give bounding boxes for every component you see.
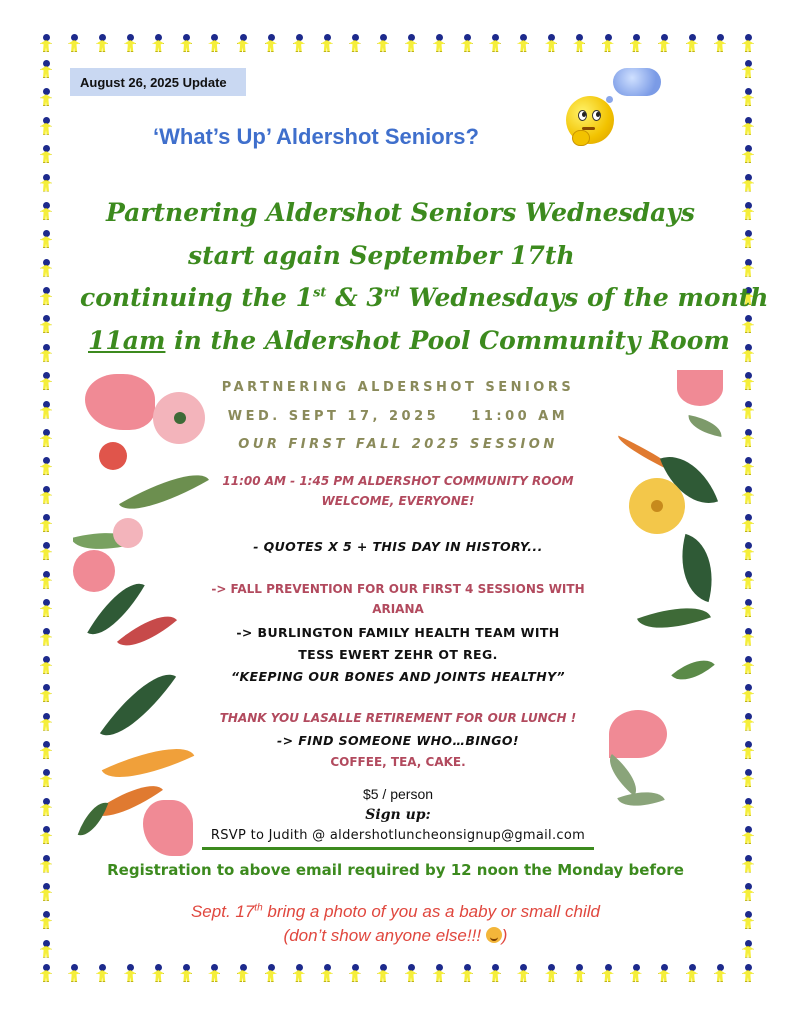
- border-figure-icon: [235, 34, 251, 54]
- border-figure-icon: [94, 34, 110, 54]
- flyer-price: $5 / person: [362, 786, 434, 802]
- border-figure-icon: [740, 964, 756, 984]
- border-figure-icon: [38, 571, 54, 591]
- border-figure-icon: [740, 599, 756, 619]
- border-figure-icon: [515, 34, 531, 54]
- border-figure-icon: [740, 514, 756, 534]
- border-figure-icon: [291, 964, 307, 984]
- border-figure-icon: [38, 457, 54, 477]
- update-date-badge: August 26, 2025 Update: [70, 68, 246, 96]
- flyer-fall-prevention-name: ARIANA: [372, 602, 424, 616]
- leaf-icon: [119, 459, 209, 525]
- headline-line-1: Partnering Aldershot Seniors Wednesdays: [106, 198, 695, 227]
- border-figure-icon: [459, 964, 475, 984]
- flyer-session: OUR FIRST FALL 2025 SESSION: [238, 437, 558, 452]
- border-figure-icon: [740, 769, 756, 789]
- border-figure-icon: [38, 741, 54, 761]
- border-figure-icon: [375, 964, 391, 984]
- border-figure-icon: [740, 656, 756, 676]
- border-figure-icon: [150, 34, 166, 54]
- flyer-health-team: -> BURLINGTON FAMILY HEALTH TEAM WITH: [236, 625, 560, 640]
- border-figure-icon: [712, 964, 728, 984]
- registration-note: Registration to above email required by 12 noon the Monday before: [107, 861, 684, 879]
- border-figure-icon: [122, 964, 138, 984]
- border-figure-icon: [684, 34, 700, 54]
- border-figure-icon: [122, 34, 138, 54]
- border-figure-icon: [543, 34, 559, 54]
- flyer-rsvp: RSVP to Judith @ aldershotluncheonsignup@gmail.com: [210, 828, 586, 843]
- border-figure-icon: [740, 486, 756, 506]
- flyer-bingo: -> FIND SOMEONE WHO…BINGO!: [277, 733, 519, 748]
- border-figure-icon: [487, 34, 503, 54]
- border-figure-icon: [150, 964, 166, 984]
- border-figure-icon: [459, 34, 475, 54]
- flyer-hours-location: 11:00 AM - 1:45 PM ALDERSHOT COMMUNITY ROOM: [222, 474, 574, 488]
- photo-note-line-1: Sept. 17th bring a photo of you as a baby or small child: [190, 902, 601, 921]
- border-figure-icon: [38, 542, 54, 562]
- border-figure-icon: [487, 964, 503, 984]
- flyer-date-time: WED. SEPT 17, 2025 11:00 AM: [227, 409, 569, 424]
- border-figure-icon: [740, 88, 756, 108]
- border-figure-icon: [319, 34, 335, 54]
- border-figure-icon: [431, 964, 447, 984]
- flyer-talk-title: “KEEPING OUR BONES AND JOINTS HEALTHY”: [231, 669, 565, 684]
- border-figure-icon: [38, 145, 54, 165]
- border-figure-icon: [319, 964, 335, 984]
- border-figure-icon: [178, 964, 194, 984]
- border-figure-icon: [740, 571, 756, 591]
- photo-note-line-2: (don’t show anyone else!!! ): [283, 926, 508, 945]
- border-figure-icon: [66, 964, 82, 984]
- thought-dot-icon: [606, 96, 613, 103]
- flyer-org-name: PARTNERING ALDERSHOT SENIORS: [221, 380, 575, 395]
- border-figure-icon: [38, 964, 54, 984]
- border-figure-icon: [347, 964, 363, 984]
- border-figure-icon: [38, 514, 54, 534]
- border-figure-icon: [740, 684, 756, 704]
- border-figure-icon: [740, 34, 756, 54]
- border-figure-icon: [206, 964, 222, 984]
- emoji-hand-icon: [572, 130, 590, 146]
- border-figure-icon: [291, 34, 307, 54]
- border-figure-icon: [38, 826, 54, 846]
- border-figure-icon: [38, 684, 54, 704]
- rsvp-underline: [202, 847, 594, 850]
- border-figure-icon: [684, 964, 700, 984]
- border-figure-icon: [66, 34, 82, 54]
- border-figure-icon: [403, 34, 419, 54]
- border-bottom: [38, 964, 756, 984]
- border-left: [38, 60, 54, 960]
- border-figure-icon: [94, 964, 110, 984]
- border-figure-icon: [740, 741, 756, 761]
- border-figure-icon: [740, 60, 756, 80]
- thought-cloud-icon: [613, 68, 661, 96]
- border-figure-icon: [628, 964, 644, 984]
- border-figure-icon: [712, 34, 728, 54]
- flyer-quotes: - QUOTES X 5 + THIS DAY IN HISTORY...: [253, 539, 543, 554]
- flyer-signup-label: Sign up:: [365, 807, 431, 823]
- border-figure-icon: [628, 34, 644, 54]
- border-figure-icon: [38, 174, 54, 194]
- border-figure-icon: [263, 964, 279, 984]
- border-figure-icon: [431, 34, 447, 54]
- border-top: [38, 34, 756, 54]
- headline-line-3: continuing the 1st & 3rd Wednesdays of the month: [80, 283, 769, 312]
- border-figure-icon: [600, 34, 616, 54]
- border-figure-icon: [375, 34, 391, 54]
- event-flyer: [73, 370, 723, 856]
- border-figure-icon: [38, 372, 54, 392]
- border-figure-icon: [740, 174, 756, 194]
- border-figure-icon: [740, 401, 756, 421]
- smiling-emoji-icon: [486, 927, 502, 943]
- border-figure-icon: [38, 628, 54, 648]
- border-figure-icon: [263, 34, 279, 54]
- border-figure-icon: [740, 145, 756, 165]
- border-figure-icon: [656, 964, 672, 984]
- border-figure-icon: [38, 656, 54, 676]
- border-figure-icon: [38, 429, 54, 449]
- border-figure-icon: [740, 826, 756, 846]
- border-figure-icon: [206, 34, 222, 54]
- border-figure-icon: [740, 372, 756, 392]
- flyer-refreshments: COFFEE, TEA, CAKE.: [330, 755, 466, 769]
- border-figure-icon: [38, 883, 54, 903]
- border-figure-icon: [515, 964, 531, 984]
- border-figure-icon: [740, 429, 756, 449]
- border-figure-icon: [740, 713, 756, 733]
- headline-line-2: start again September 17th: [188, 241, 575, 270]
- border-figure-icon: [403, 964, 419, 984]
- flyer-thanks: THANK YOU LASALLE RETIREMENT FOR OUR LUNCH !: [219, 711, 577, 725]
- border-figure-icon: [38, 401, 54, 421]
- border-figure-icon: [38, 117, 54, 137]
- border-figure-icon: [740, 542, 756, 562]
- border-figure-icon: [740, 798, 756, 818]
- border-figure-icon: [740, 628, 756, 648]
- border-figure-icon: [38, 599, 54, 619]
- border-figure-icon: [740, 117, 756, 137]
- border-figure-icon: [38, 769, 54, 789]
- border-figure-icon: [38, 60, 54, 80]
- flyer-welcome: WELCOME, EVERYONE!: [321, 494, 475, 508]
- border-figure-icon: [656, 34, 672, 54]
- border-figure-icon: [38, 34, 54, 54]
- border-figure-icon: [571, 964, 587, 984]
- border-figure-icon: [347, 34, 363, 54]
- border-figure-icon: [38, 486, 54, 506]
- flyer-fall-prevention: -> FALL PREVENTION FOR OUR FIRST 4 SESSIONS WITH: [211, 582, 585, 596]
- whats-up-title: ‘What’s Up’ Aldershot Seniors?: [153, 124, 479, 149]
- border-figure-icon: [38, 713, 54, 733]
- border-figure-icon: [235, 964, 251, 984]
- headline-line-4: 11am in the Aldershot Pool Community Room: [88, 326, 730, 355]
- border-figure-icon: [38, 88, 54, 108]
- border-figure-icon: [740, 457, 756, 477]
- border-figure-icon: [571, 34, 587, 54]
- border-figure-icon: [740, 883, 756, 903]
- border-figure-icon: [38, 798, 54, 818]
- border-figure-icon: [543, 964, 559, 984]
- flyer-presenter: TESS EWERT ZEHR OT REG.: [298, 647, 498, 662]
- border-right: [740, 60, 756, 960]
- border-figure-icon: [600, 964, 616, 984]
- border-figure-icon: [178, 34, 194, 54]
